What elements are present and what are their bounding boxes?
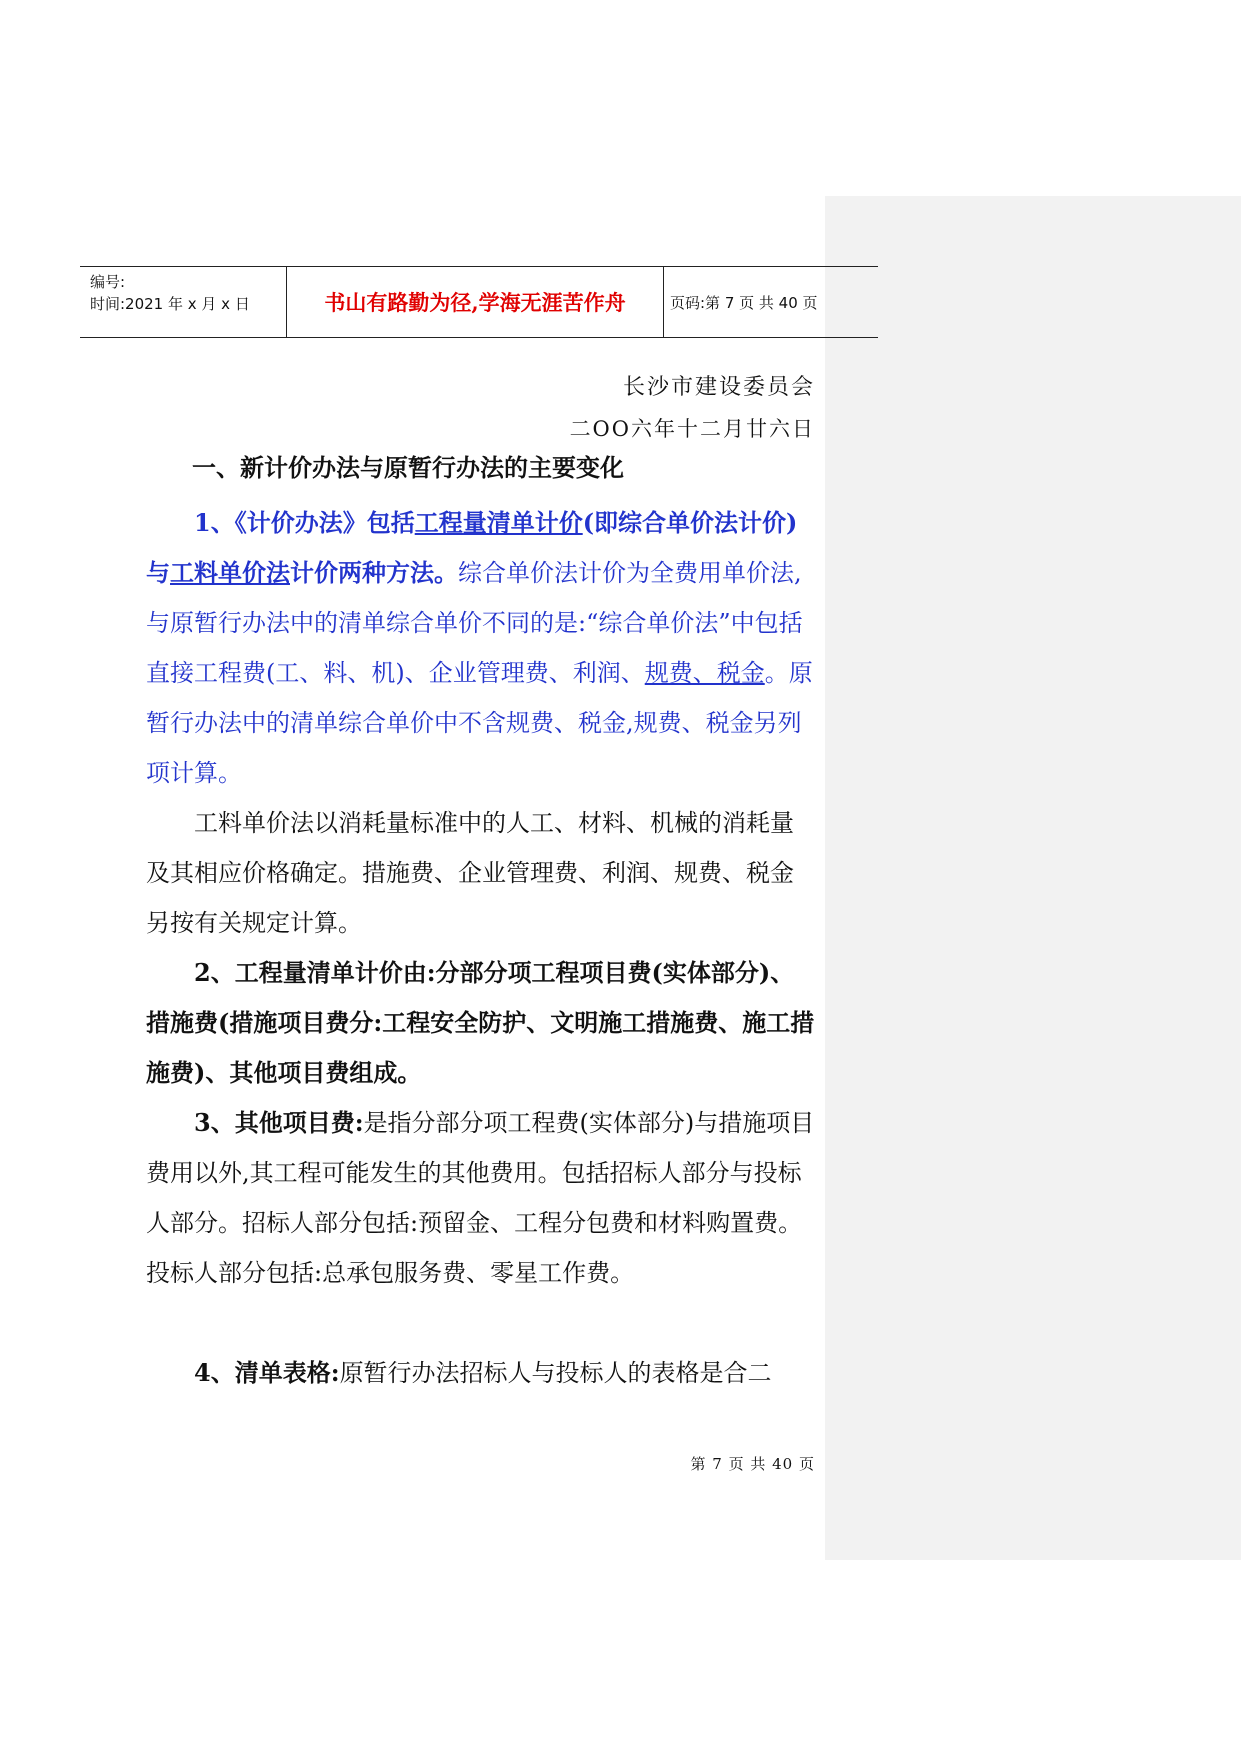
doc-number-label: 编号: xyxy=(90,273,126,291)
item-1-paragraph xyxy=(146,498,816,798)
item1-a: 1、《计价办法》包括 xyxy=(194,508,415,537)
item-3-paragraph xyxy=(146,1098,816,1298)
item1-link-fees-tax[interactable]: 规费、税金 xyxy=(644,659,765,687)
item4-label: 4、清单表格: xyxy=(194,1358,340,1387)
page-footer: 第 7 页 共 40 页 xyxy=(690,1455,815,1473)
header-motto: 书山有路勤为径,学海无涯苦作舟 xyxy=(286,267,664,337)
item-4-paragraph xyxy=(146,1348,816,1398)
item1-link-unit-price[interactable]: 工料单价法 xyxy=(170,558,290,587)
doc-time-label: 时间:2021 年 x 月 x 日 xyxy=(90,295,250,313)
item4-text: 原暂行办法招标人与投标人的表格是合二 xyxy=(339,1359,772,1387)
item3-text: 是指分部分项工程费(实体部分)与措施项目费用以外,其工程可能发生的其他费用。包括招标人部分与投标人部分。招标人部分包括:预留金、工程分包费和材料购置费。投标人部分包括:总承包服务费、零星工作费。 xyxy=(146,1109,815,1287)
item-2-paragraph xyxy=(146,948,816,1098)
item1-f: 综合单价法计价为全费用单价法,与原暂行办法中的清单综合单价不同的是:“综合单价法”中包括直接工程费(工、料、机)、企业管理费、利润、 xyxy=(146,559,803,687)
item1-c: (即综合单价法计价)与 xyxy=(146,508,798,587)
item3-label: 3、其他项目费: xyxy=(194,1108,364,1137)
item1-h: 。原暂行办法中的清单综合单价中不含规费、税金,规费、税金另列项计算。 xyxy=(146,659,813,787)
item2-text: 2、工程量清单计价由:分部分项工程项目费(实体部分)、措施费(措施项目费分:工程安全防护、文明施工措施费、施工措施费)、其他项目费组成。 xyxy=(146,958,815,1087)
signature-org: 长沙市建设委员会 xyxy=(622,375,815,400)
header-page-info: 页码:第 7 页 共 40 页 xyxy=(670,293,818,312)
gongliao-text: 工料单价法以消耗量标准中的人工、材料、机械的消耗量及其相应价格确定。措施费、企业管理费、利润、规费、税金另按有关规定计算。 xyxy=(146,809,794,937)
gongliao-paragraph xyxy=(146,798,816,948)
signature-date: 二OO六年十二月廿六日 xyxy=(569,417,815,441)
page-header xyxy=(80,266,878,338)
section-heading: 一、新计价办法与原暂行办法的主要变化 xyxy=(192,453,624,482)
comment-pane xyxy=(825,196,1241,1560)
item1-link-bill-pricing[interactable]: 工程量清单计价 xyxy=(414,508,583,537)
item1-e: 计价两种方法。 xyxy=(290,558,458,587)
